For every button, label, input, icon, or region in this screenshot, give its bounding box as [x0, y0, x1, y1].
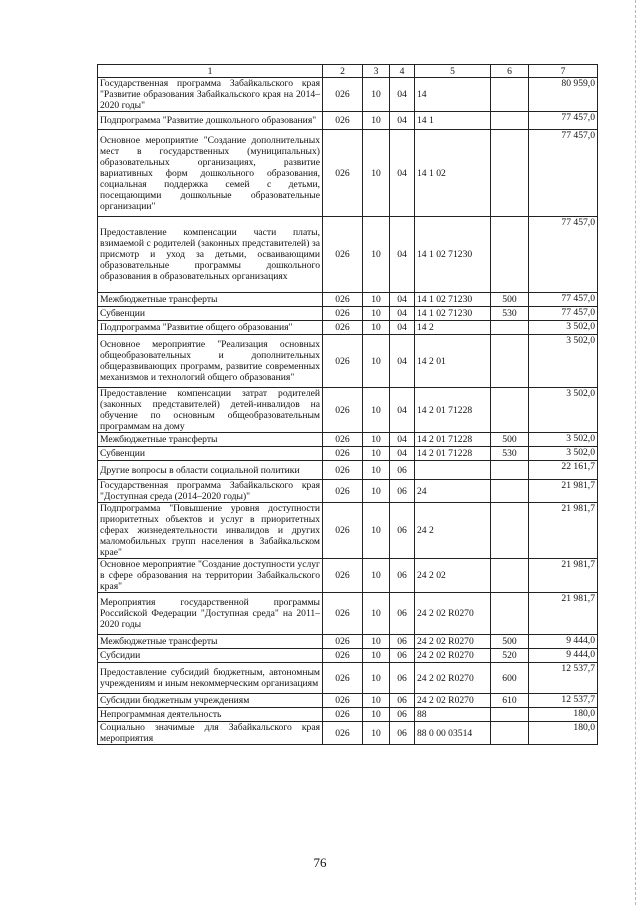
target-article-cell: 88 0 00 03514 — [415, 722, 491, 745]
amount-cell: 21 981,7 — [529, 503, 598, 559]
amount-cell: 21 981,7 — [529, 593, 598, 635]
row-name-cell: Подпрограмма "Развитие дошкольного образования" — [98, 112, 323, 130]
header-col-3: 3 — [363, 65, 390, 78]
table-row — [98, 663, 598, 694]
section-code-cell: 10 — [363, 559, 390, 593]
expense-type-cell: 610 — [491, 694, 529, 708]
amount-cell: 77 457,0 — [529, 293, 598, 307]
section-code-cell: 10 — [363, 112, 390, 130]
expense-type-cell — [491, 112, 529, 130]
target-article-cell: 14 1 02 71230 — [415, 307, 491, 321]
expense-type-cell: 600 — [491, 663, 529, 694]
table-row — [98, 694, 598, 708]
table-row — [98, 130, 598, 217]
ministry-code-cell: 026 — [323, 708, 363, 722]
table-row — [98, 708, 598, 722]
section-code-cell: 10 — [363, 447, 390, 461]
target-article-cell: 24 2 02 R0270 — [415, 663, 491, 694]
amount-cell: 3 502,0 — [529, 321, 598, 335]
subsection-code-cell: 06 — [390, 559, 415, 593]
expense-type-cell: 530 — [491, 307, 529, 321]
expense-type-cell — [491, 708, 529, 722]
target-article-cell: 14 — [415, 78, 491, 112]
target-article-cell: 14 2 01 71228 — [415, 447, 491, 461]
header-col-1: 1 — [98, 65, 323, 78]
subsection-code-cell: 06 — [390, 649, 415, 663]
ministry-code-cell: 026 — [323, 112, 363, 130]
expense-type-cell — [491, 503, 529, 559]
table-row — [98, 78, 598, 112]
ministry-code-cell: 026 — [323, 461, 363, 480]
subsection-code-cell: 06 — [390, 635, 415, 649]
amount-cell: 12 537,7 — [529, 694, 598, 708]
ministry-code-cell: 026 — [323, 78, 363, 112]
section-code-cell: 10 — [363, 433, 390, 447]
target-article-cell: 24 2 02 R0270 — [415, 694, 491, 708]
ministry-code-cell: 026 — [323, 559, 363, 593]
subsection-code-cell: 06 — [390, 503, 415, 559]
amount-cell: 77 457,0 — [529, 130, 598, 217]
section-code-cell: 10 — [363, 722, 390, 745]
table-row — [98, 307, 598, 321]
target-article-cell: 14 2 01 — [415, 335, 491, 388]
table-row — [98, 722, 598, 745]
row-name-cell: Предоставление компенсации части платы, взимаемой с родителей (законных представителей) за присмотр и уход за детьми, осваивающими образовательные программы дошкольного образования в образовательных организациях — [98, 217, 323, 293]
header-row — [98, 65, 598, 78]
ministry-code-cell: 026 — [323, 321, 363, 335]
expense-type-cell — [491, 461, 529, 480]
table-row — [98, 388, 598, 433]
expense-type-cell — [491, 335, 529, 388]
ministry-code-cell: 026 — [323, 480, 363, 503]
row-name-cell: Субсидии — [98, 649, 323, 663]
header-col-4: 4 — [390, 65, 415, 78]
target-article-cell: 24 — [415, 480, 491, 503]
amount-cell: 80 959,0 — [529, 78, 598, 112]
row-name-cell: Государственная программа Забайкальского края "Развитие образования Забайкальского края на 2014–2020 годы" — [98, 78, 323, 112]
ministry-code-cell: 026 — [323, 663, 363, 694]
subsection-code-cell: 04 — [390, 433, 415, 447]
table-row — [98, 112, 598, 130]
expense-type-cell — [491, 78, 529, 112]
section-code-cell: 10 — [363, 480, 390, 503]
row-name-cell: Субсидии бюджетным учреждениям — [98, 694, 323, 708]
subsection-code-cell: 04 — [390, 217, 415, 293]
table-row — [98, 447, 598, 461]
section-code-cell: 10 — [363, 217, 390, 293]
ministry-code-cell: 026 — [323, 503, 363, 559]
amount-cell: 77 457,0 — [529, 112, 598, 130]
ministry-code-cell: 026 — [323, 293, 363, 307]
section-code-cell: 10 — [363, 388, 390, 433]
target-article-cell: 14 1 — [415, 112, 491, 130]
subsection-code-cell: 04 — [390, 388, 415, 433]
table-row — [98, 293, 598, 307]
amount-cell: 22 161,7 — [529, 461, 598, 480]
ministry-code-cell: 026 — [323, 433, 363, 447]
expense-type-cell — [491, 722, 529, 745]
header-col-7: 7 — [529, 65, 598, 78]
expense-type-cell — [491, 130, 529, 217]
section-code-cell: 10 — [363, 503, 390, 559]
row-name-cell: Подпрограмма "Развитие общего образования" — [98, 321, 323, 335]
ministry-code-cell: 026 — [323, 307, 363, 321]
row-name-cell: Государственная программа Забайкальского края "Доступная среда (2014–2020 годы)" — [98, 480, 323, 503]
row-name-cell: Непрограммная деятельность — [98, 708, 323, 722]
expense-type-cell: 520 — [491, 649, 529, 663]
row-name-cell: Основное мероприятие "Реализация основных общеобразовательных и дополнительных общеразвивающих программ, развитие современных механизмов и технологий общего образования" — [98, 335, 323, 388]
amount-cell: 77 457,0 — [529, 307, 598, 321]
ministry-code-cell: 026 — [323, 130, 363, 217]
table-row — [98, 480, 598, 503]
table-row — [98, 635, 598, 649]
target-article-cell: 24 2 02 R0270 — [415, 649, 491, 663]
row-name-cell: Субвенции — [98, 447, 323, 461]
table-row — [98, 461, 598, 480]
target-article-cell: 24 2 02 R0270 — [415, 593, 491, 635]
section-code-cell: 10 — [363, 293, 390, 307]
header-col-6: 6 — [491, 65, 529, 78]
row-name-cell: Предоставление компенсации затрат родителей (законных представителей) детей-инвалидов на обучение по основным общеобразовательным программам на дому — [98, 388, 323, 433]
target-article-cell: 14 2 01 71228 — [415, 433, 491, 447]
target-article-cell: 14 1 02 71230 — [415, 217, 491, 293]
amount-cell: 9 444,0 — [529, 635, 598, 649]
ministry-code-cell: 026 — [323, 694, 363, 708]
expense-type-cell: 500 — [491, 293, 529, 307]
amount-cell: 3 502,0 — [529, 335, 598, 388]
section-code-cell: 10 — [363, 78, 390, 112]
expense-type-cell — [491, 388, 529, 433]
amount-cell: 12 537,7 — [529, 663, 598, 694]
expense-type-cell — [491, 593, 529, 635]
section-code-cell: 10 — [363, 708, 390, 722]
amount-cell: 77 457,0 — [529, 217, 598, 293]
target-article-cell: 88 — [415, 708, 491, 722]
subsection-code-cell: 06 — [390, 593, 415, 635]
amount-cell: 21 981,7 — [529, 559, 598, 593]
row-name-cell: Межбюджетные трансферты — [98, 293, 323, 307]
subsection-code-cell: 04 — [390, 307, 415, 321]
row-name-cell: Основное мероприятие "Создание доступности услуг в сфере образования на территории Забайкальского края" — [98, 559, 323, 593]
ministry-code-cell: 026 — [323, 722, 363, 745]
ministry-code-cell: 026 — [323, 593, 363, 635]
subsection-code-cell: 04 — [390, 293, 415, 307]
subsection-code-cell: 06 — [390, 663, 415, 694]
section-code-cell: 10 — [363, 649, 390, 663]
subsection-code-cell: 04 — [390, 335, 415, 388]
row-name-cell: Другие вопросы в области социальной политики — [98, 461, 323, 480]
section-code-cell: 10 — [363, 307, 390, 321]
target-article-cell: 14 2 01 71228 — [415, 388, 491, 433]
subsection-code-cell: 04 — [390, 130, 415, 217]
ministry-code-cell: 026 — [323, 649, 363, 663]
section-code-cell: 10 — [363, 593, 390, 635]
amount-cell: 3 502,0 — [529, 447, 598, 461]
subsection-code-cell: 04 — [390, 447, 415, 461]
amount-cell: 21 981,7 — [529, 480, 598, 503]
table-row — [98, 433, 598, 447]
subsection-code-cell: 06 — [390, 480, 415, 503]
expense-type-cell: 500 — [491, 635, 529, 649]
row-name-cell: Предоставление субсидий бюджетным, автономным учреждениям и иным некоммерческим организациям — [98, 663, 323, 694]
target-article-cell: 14 1 02 — [415, 130, 491, 217]
row-name-cell: Подпрограмма "Повышение уровня доступности приоритетных объектов и услуг в приоритетных сферах жизнедеятельности инвалидов и других маломобильных групп населения в Забайкальском крае" — [98, 503, 323, 559]
target-article-cell: 14 1 02 71230 — [415, 293, 491, 307]
ministry-code-cell: 026 — [323, 217, 363, 293]
header-col-2: 2 — [323, 65, 363, 78]
row-name-cell: Мероприятия государственной программы Российской Федерации "Доступная среда" на 2011–2020 годы — [98, 593, 323, 635]
row-name-cell: Межбюджетные трансферты — [98, 635, 323, 649]
amount-cell: 180,0 — [529, 722, 598, 745]
section-code-cell: 10 — [363, 321, 390, 335]
row-name-cell: Социально значимые для Забайкальского края мероприятия — [98, 722, 323, 745]
subsection-code-cell: 04 — [390, 112, 415, 130]
table-row — [98, 649, 598, 663]
row-name-cell: Основное мероприятие "Создание дополнительных мест в государственных (муниципальных) образовательных организациях, развитие вариативных форм дошкольного образования, социальная поддержка семей с детьми, посещающими дошкольные образовательные организации" — [98, 130, 323, 217]
expense-type-cell: 500 — [491, 433, 529, 447]
section-code-cell: 10 — [363, 461, 390, 480]
expense-type-cell: 530 — [491, 447, 529, 461]
subsection-code-cell: 06 — [390, 722, 415, 745]
subsection-code-cell: 04 — [390, 78, 415, 112]
table-row — [98, 321, 598, 335]
section-code-cell: 10 — [363, 130, 390, 217]
table-row — [98, 217, 598, 293]
table-row — [98, 503, 598, 559]
section-code-cell: 10 — [363, 635, 390, 649]
amount-cell: 3 502,0 — [529, 388, 598, 433]
budget-table — [97, 64, 598, 745]
table-row — [98, 593, 598, 635]
subsection-code-cell: 06 — [390, 461, 415, 480]
amount-cell: 3 502,0 — [529, 433, 598, 447]
expense-type-cell — [491, 217, 529, 293]
page-edge — [634, 0, 636, 905]
target-article-cell: 14 2 — [415, 321, 491, 335]
ministry-code-cell: 026 — [323, 388, 363, 433]
row-name-cell: Межбюджетные трансферты — [98, 433, 323, 447]
header-col-5: 5 — [415, 65, 491, 78]
expense-type-cell — [491, 559, 529, 593]
subsection-code-cell: 04 — [390, 321, 415, 335]
table-row — [98, 559, 598, 593]
target-article-cell: 24 2 02 — [415, 559, 491, 593]
section-code-cell: 10 — [363, 663, 390, 694]
expense-type-cell — [491, 480, 529, 503]
table-row — [98, 335, 598, 388]
row-name-cell: Субвенции — [98, 307, 323, 321]
section-code-cell: 10 — [363, 694, 390, 708]
target-article-cell: 24 2 — [415, 503, 491, 559]
amount-cell: 9 444,0 — [529, 649, 598, 663]
target-article-cell: 24 2 02 R0270 — [415, 635, 491, 649]
subsection-code-cell: 06 — [390, 694, 415, 708]
ministry-code-cell: 026 — [323, 635, 363, 649]
page-number: 76 — [313, 855, 327, 870]
ministry-code-cell: 026 — [323, 447, 363, 461]
expense-type-cell — [491, 321, 529, 335]
ministry-code-cell: 026 — [323, 335, 363, 388]
section-code-cell: 10 — [363, 335, 390, 388]
amount-cell: 180,0 — [529, 708, 598, 722]
subsection-code-cell: 06 — [390, 708, 415, 722]
target-article-cell — [415, 461, 491, 480]
